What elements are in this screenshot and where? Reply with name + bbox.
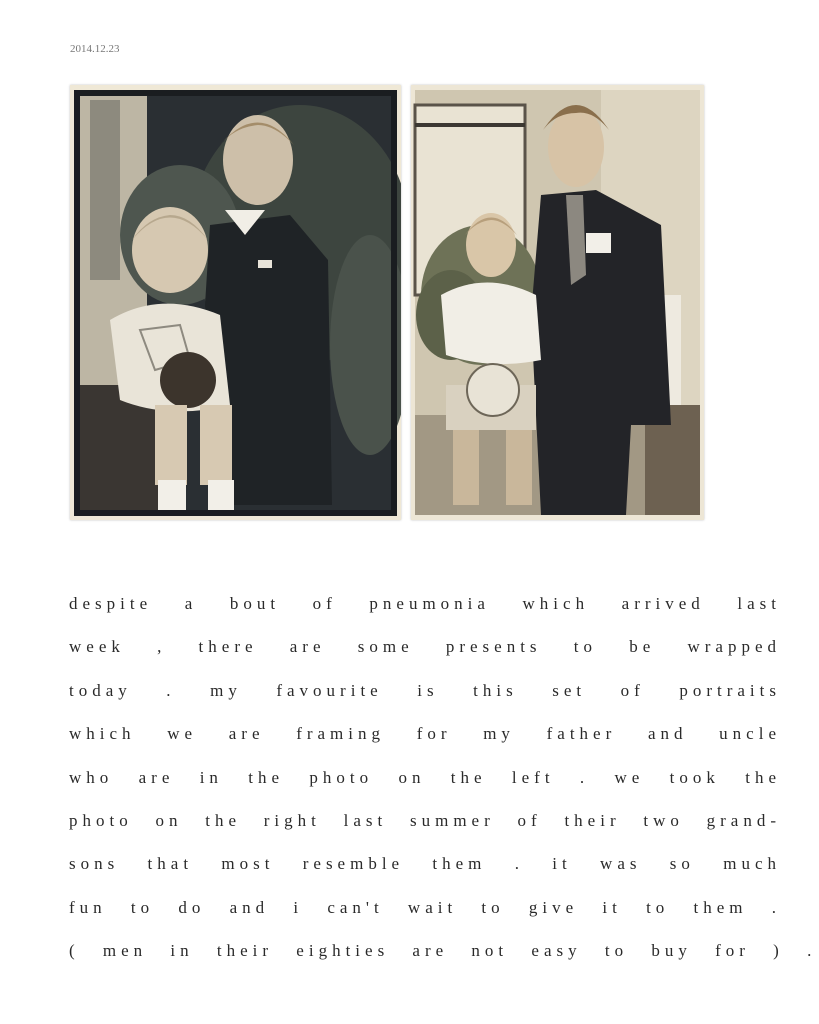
text-line: sons that most resemble them . it was so much: [69, 854, 781, 874]
left-vintage-portrait: [70, 85, 401, 520]
text-line: who are in the photo on the left . we took the: [69, 767, 781, 787]
left-photo-graphic: [70, 85, 401, 520]
text-line: fun to do and i can't wait to give it to them .: [69, 897, 781, 917]
right-photo-graphic: [411, 85, 704, 520]
right-recent-portrait: [411, 85, 704, 520]
text-line: which we are framing for my father and uncle: [69, 724, 781, 744]
text-line: week , there are some presents to be wrapped: [69, 637, 781, 657]
diary-text: [69, 582, 817, 973]
post-date: 2014.12.23: [70, 43, 120, 55]
text-line: despite a bout of pneumonia which arrived last: [69, 594, 781, 613]
text-line: today . my favourite is this set of portraits: [69, 680, 781, 700]
text-line: photo on the right last summer of their two grand-: [69, 810, 781, 830]
text-line: ( men in their eighties are not easy to buy for ) .: [69, 941, 817, 961]
